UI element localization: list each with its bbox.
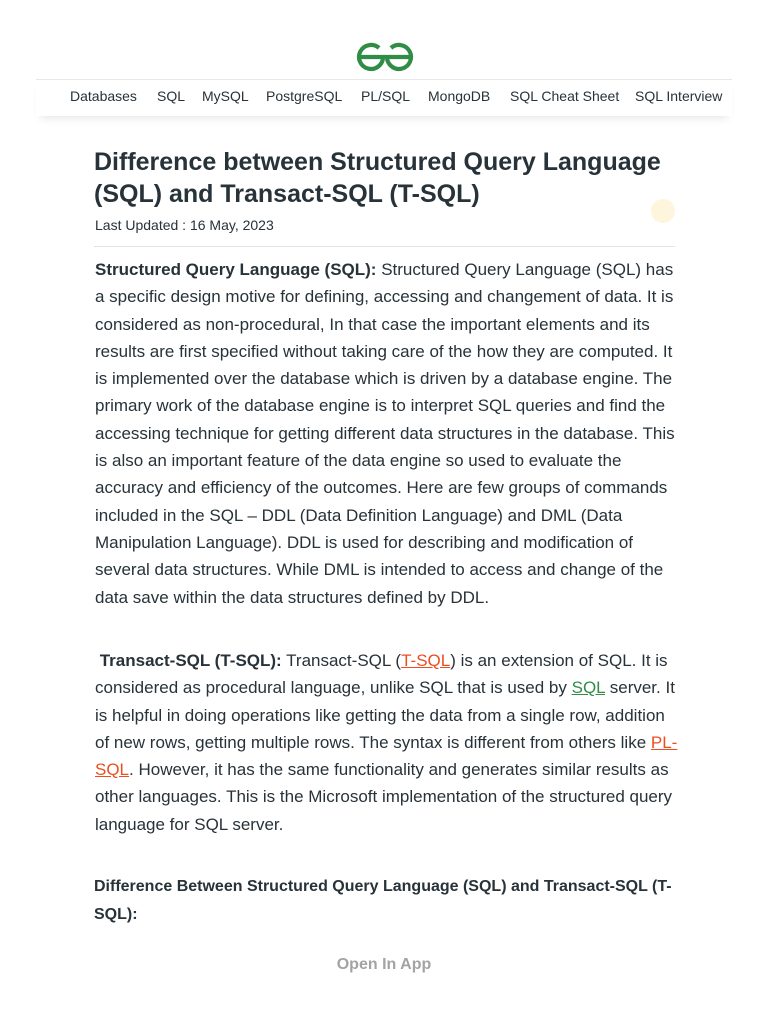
sql-definition-text: Structured Query Language (SQL) has a specific design motive for defining, accessing and changement of data. It is considered as non-procedural, In that case the important elements and its results are first specified without taking care of the how they are computed. It is implemented over the database which is driven by a database engine. The primary work of the database engine is to interpret SQL queries and find the accessing technique for getting different data structures in the database. This is also an important feature of the data engine so used to evaluate the accuracy and efficiency of the outcomes. Here are few groups of commands included in the SQL – DDL (Data Definition Language) and DML (Data Manipulation Language). DDL is used for describing and modification of several data structures. While DML is intended to access and change of the data save within the data structures defined by DDL. xyxy=(95,260,675,607)
tsql-term: Transact-SQL (T-SQL): xyxy=(99,651,282,670)
topic-nav-bar xyxy=(36,80,732,116)
difference-heading: Difference Between Structured Query Language (SQL) and Transact-SQL (T-SQL): xyxy=(94,878,672,923)
sql-link[interactable]: SQL xyxy=(571,678,606,698)
nav-item-sql-interview[interactable]: SQL Interview xyxy=(635,88,723,104)
tsql-link[interactable]: T-SQL xyxy=(401,651,451,670)
last-updated-date: Last Updated : 16 May, 2023 xyxy=(95,217,274,233)
site-header xyxy=(0,0,768,80)
tsql-definition-paragraph xyxy=(95,647,680,838)
tsql-text-part-1: Transact-SQL ( xyxy=(281,651,402,670)
tsql-text-part-4: . However, it has the same functionality and generates similar results as other languages. This is the Microsoft implementation of the structured query language for SQL server. xyxy=(95,760,673,834)
title-divider xyxy=(94,246,675,247)
open-in-app-button[interactable]: Open In App xyxy=(336,956,432,973)
plsql-link[interactable]: PL-SQL xyxy=(95,732,678,780)
nav-item-databases[interactable]: Databases xyxy=(70,88,137,104)
nav-item-mysql[interactable]: MySQL xyxy=(202,88,249,104)
geeksforgeeks-logo-icon[interactable] xyxy=(355,41,415,73)
sql-term: Structured Query Language (SQL): xyxy=(95,260,377,279)
nav-item-postgresql[interactable]: PostgreSQL xyxy=(266,88,343,104)
nav-item-plsql[interactable]: PL/SQL xyxy=(361,88,411,104)
tsql-text-part-3: server. It is helpful in doing operations like getting the data from a single row, addition of new rows, getting multiple rows. The syntax is different from others like xyxy=(95,678,675,752)
action-badge-icon[interactable] xyxy=(651,199,675,223)
tsql-text-part-2: ) is an extension of SQL. It is considered as procedural language, unlike SQL that is used by xyxy=(95,651,668,698)
article-title: Difference between Structured Query Language (SQL) and Transact-SQL (T-SQL) xyxy=(94,148,661,208)
sql-definition-paragraph xyxy=(95,256,680,611)
nav-item-sql-cheat-sheet[interactable]: SQL Cheat Sheet xyxy=(510,88,620,104)
nav-item-sql[interactable]: SQL xyxy=(157,88,186,104)
nav-item-mongodb[interactable]: MongoDB xyxy=(428,88,491,104)
